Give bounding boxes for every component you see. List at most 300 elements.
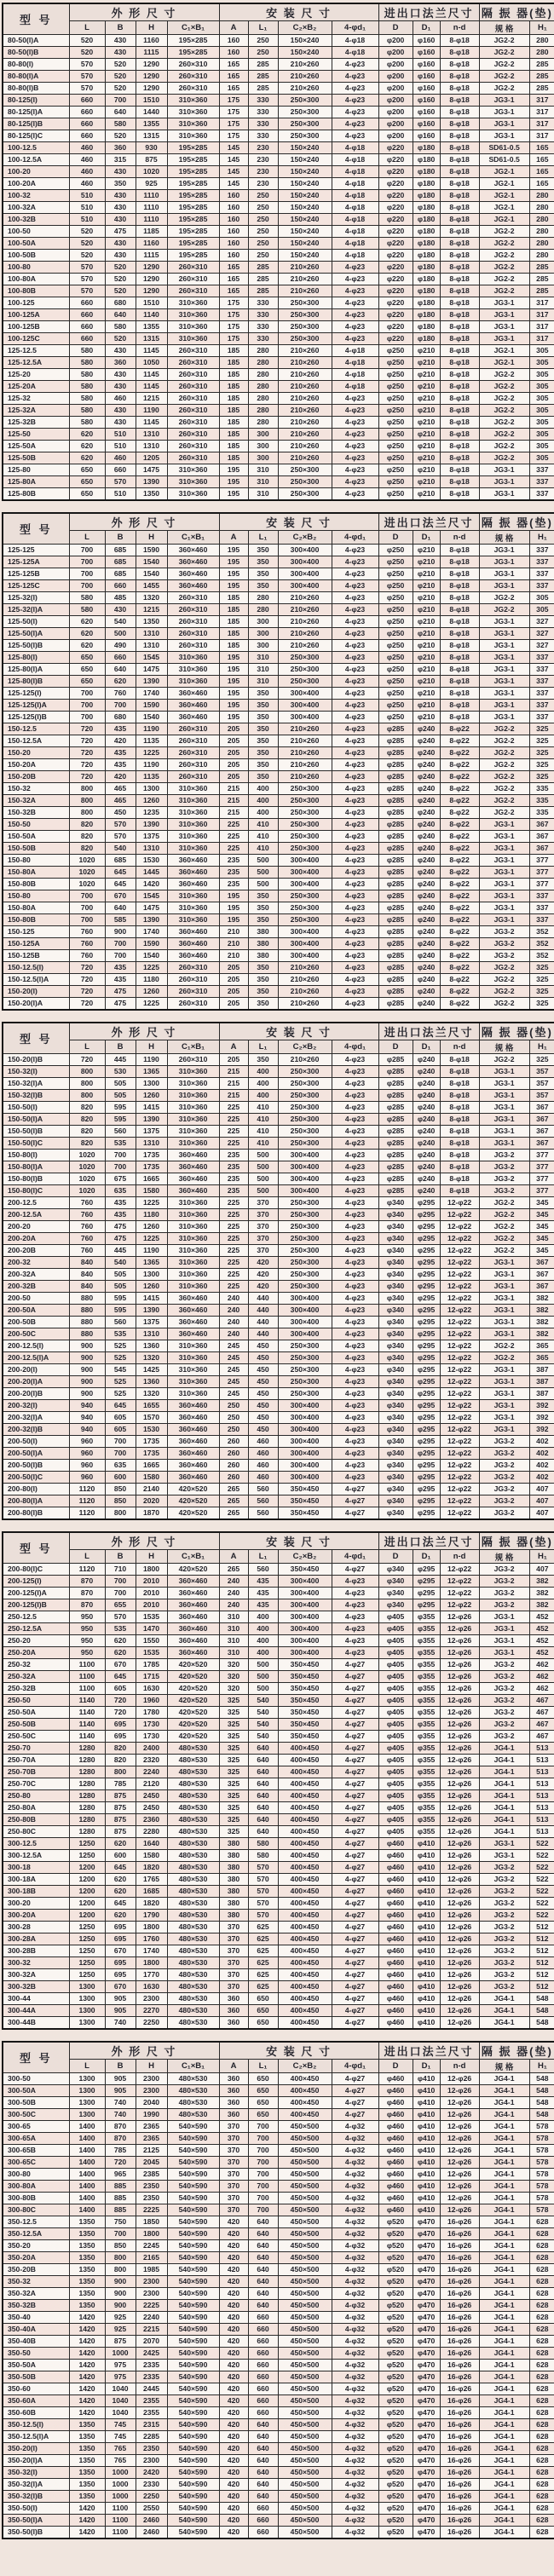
value-cell: 280 (529, 47, 554, 59)
value-cell: 285 (529, 274, 554, 285)
value-cell: 350 (248, 735, 278, 747)
model-cell: 150-80(I) (3, 1150, 69, 1161)
value-cell: 12-φ22 (440, 1305, 479, 1317)
col-header: 4-φd₁ (332, 531, 378, 545)
model-cell: 250-80 (3, 1790, 69, 1802)
value-cell: 760 (69, 1245, 105, 1257)
value-cell: φ405 (378, 1766, 413, 1778)
value-cell: 420 (219, 2276, 248, 2288)
value-cell: 360×460 (167, 1150, 219, 1161)
value-cell: 1440 (136, 107, 167, 118)
value-cell: JG4-1 (479, 1814, 529, 1826)
value-cell: 377 (529, 867, 554, 879)
table-row (3, 2419, 554, 2431)
value-cell: φ410 (413, 2204, 440, 2216)
value-cell: 660 (248, 2503, 278, 2515)
value-cell: 235 (219, 1173, 248, 1185)
value-cell: φ520 (378, 2383, 413, 2395)
value-cell: JG3-1 (479, 1090, 529, 1102)
model-cell: 200-32(I)A (3, 1412, 69, 1424)
value-cell: JG3-1 (479, 1066, 529, 1078)
value-cell: 605 (105, 1412, 136, 1424)
col-header: n-d (440, 21, 479, 35)
value-cell: 500 (248, 879, 278, 890)
value-cell: 300×400 (278, 556, 332, 568)
value-cell: 4-φ23 (332, 771, 378, 783)
value-cell: 800 (105, 1507, 136, 1520)
value-cell: 513 (529, 1743, 554, 1755)
value-cell: 145 (219, 178, 248, 190)
value-cell: 4-φ18 (332, 47, 378, 59)
value-cell: 628 (529, 2395, 554, 2407)
value-cell: 645 (105, 1898, 136, 1910)
value-cell: 210×260 (278, 747, 332, 759)
value-cell: 310×360 (167, 831, 219, 843)
value-cell: 640 (248, 2443, 278, 2455)
value-cell: 400 (248, 1623, 278, 1635)
value-cell: 367 (529, 1257, 554, 1269)
value-cell: φ340 (378, 1507, 413, 1520)
value-cell: 2010 (136, 1599, 167, 1611)
value-cell: φ240 (413, 1054, 440, 1066)
value-cell: 185 (219, 429, 248, 441)
value-cell: JG4-1 (479, 2479, 529, 2491)
value-cell: 280 (529, 250, 554, 262)
value-cell: 377 (529, 1173, 554, 1185)
value-cell: JG3-1 (479, 628, 529, 640)
value-cell: 12-φ22 (440, 1281, 479, 1293)
value-cell: 250×300 (278, 1221, 332, 1233)
value-cell: 640 (105, 309, 136, 321)
value-cell: φ295 (413, 1400, 440, 1412)
value-cell: 300×400 (278, 1293, 332, 1305)
model-cell: 200-32(I)B (3, 1424, 69, 1436)
value-cell: 310×360 (167, 902, 219, 914)
value-cell: 4-φ27 (332, 1707, 378, 1719)
value-cell: JG2-2 (479, 274, 529, 285)
value-cell: 4-φ27 (332, 1484, 378, 1495)
value-cell: 16-φ26 (440, 2300, 479, 2312)
value-cell: 760 (69, 950, 105, 962)
value-cell: 4-φ27 (332, 1495, 378, 1507)
value-cell: 1140 (69, 1719, 105, 1731)
model-cell: 125-80(I)B (3, 676, 69, 688)
value-cell: 310×360 (167, 297, 219, 309)
value-cell: 370 (248, 1221, 278, 1233)
table-row (3, 1719, 554, 1731)
table-row (3, 1269, 554, 1281)
table-row (3, 2431, 554, 2443)
value-cell: 480×530 (167, 1778, 219, 1790)
value-cell: 8-φ18 (440, 309, 479, 321)
value-cell: φ295 (413, 1221, 440, 1233)
value-cell: 570 (105, 476, 136, 488)
value-cell: 250×300 (278, 914, 332, 926)
value-cell: 4-φ27 (332, 2085, 378, 2097)
value-cell: 360×460 (167, 879, 219, 890)
value-cell: 1400 (69, 2133, 105, 2145)
value-cell: 625 (248, 1957, 278, 1969)
value-cell: 420 (219, 2431, 248, 2443)
value-cell: 360×460 (167, 1173, 219, 1185)
value-cell: 350 (248, 723, 278, 735)
value-cell: 16-φ26 (440, 2491, 479, 2503)
value-cell: 420 (219, 2515, 248, 2527)
value-cell: 4-φ18 (332, 154, 378, 166)
value-cell: φ470 (413, 2467, 440, 2479)
value-cell: 8-φ18 (440, 357, 479, 369)
table-row (3, 938, 554, 950)
model-cell: 150-80B (3, 879, 69, 890)
model-cell: 250-70C (3, 1778, 69, 1790)
group-header-1: 安 装 尺 寸 (219, 513, 378, 531)
value-cell: 620 (105, 1647, 136, 1659)
value-cell: 578 (529, 2193, 554, 2204)
value-cell: 300×400 (278, 1400, 332, 1412)
value-cell: 4-φ18 (332, 345, 378, 357)
table-row (3, 1635, 554, 1647)
value-cell: JG4-1 (479, 2419, 529, 2431)
value-cell: 1115 (136, 250, 167, 262)
value-cell: 402 (529, 1448, 554, 1460)
value-cell: φ295 (413, 1376, 440, 1388)
value-cell: JG3-1 (479, 616, 529, 628)
value-cell: 360×460 (167, 1599, 219, 1611)
value-cell: 4-φ27 (332, 1826, 378, 1838)
value-cell: 4-φ23 (332, 604, 378, 616)
value-cell: 1310 (136, 429, 167, 441)
value-cell: 540×590 (167, 2157, 219, 2169)
model-cell: 150-50B (3, 843, 69, 855)
value-cell: 1290 (136, 274, 167, 285)
table-row (3, 1802, 554, 1814)
value-cell: JG4-1 (479, 2085, 529, 2097)
table-row (3, 1886, 554, 1898)
value-cell: 1390 (136, 1114, 167, 1126)
value-cell: 660 (248, 2395, 278, 2407)
value-cell: φ210 (413, 604, 440, 616)
value-cell: 407 (529, 1484, 554, 1495)
value-cell: 225 (219, 1233, 248, 1245)
value-cell: φ210 (413, 452, 440, 464)
value-cell: 420 (248, 1269, 278, 1281)
value-cell: φ355 (413, 1671, 440, 1683)
value-cell: 12-φ26 (440, 1731, 479, 1743)
value-cell: 2350 (136, 2443, 167, 2455)
value-cell: 2460 (136, 2527, 167, 2539)
value-cell: φ180 (413, 321, 440, 333)
group-header-0: 外 形 尺 寸 (69, 1023, 219, 1040)
value-cell: φ250 (378, 652, 413, 664)
value-cell: 4-φ27 (332, 2017, 378, 2030)
value-cell: φ295 (413, 1412, 440, 1424)
value-cell: φ210 (413, 488, 440, 501)
value-cell: 210×260 (278, 83, 332, 95)
value-cell: 377 (529, 879, 554, 890)
value-cell: 2300 (136, 1993, 167, 2005)
value-cell: 462 (529, 1683, 554, 1695)
value-cell: 250×300 (278, 107, 332, 118)
value-cell: 670 (105, 890, 136, 902)
value-cell: 260×310 (167, 381, 219, 393)
value-cell: 205 (219, 771, 248, 783)
value-cell: 1140 (69, 1695, 105, 1707)
value-cell: 750 (105, 2216, 136, 2228)
value-cell: 540×590 (167, 2300, 219, 2312)
value-cell: 210×260 (278, 262, 332, 274)
value-cell: 210×260 (278, 640, 332, 652)
value-cell: 2335 (136, 2371, 167, 2383)
value-cell: 4-φ32 (332, 2348, 378, 2360)
value-cell: φ285 (378, 771, 413, 783)
value-cell: 1020 (69, 1185, 105, 1197)
value-cell: 1350 (69, 2491, 105, 2503)
value-cell: 250×300 (278, 130, 332, 142)
table-row (3, 962, 554, 974)
value-cell: 150×240 (278, 47, 332, 59)
value-cell: 430 (105, 190, 136, 202)
value-cell: φ200 (378, 107, 413, 118)
value-cell: JG4-1 (479, 2324, 529, 2336)
value-cell: φ240 (413, 974, 440, 986)
value-cell: 195×285 (167, 178, 219, 190)
value-cell: 1375 (136, 831, 167, 843)
value-cell: φ340 (378, 1424, 413, 1436)
value-cell: 420 (105, 735, 136, 747)
value-cell: 1315 (136, 130, 167, 142)
model-cell: 100-32B (3, 214, 69, 226)
value-cell: 195 (219, 676, 248, 688)
value-cell: 1765 (136, 1874, 167, 1886)
value-cell: 205 (219, 974, 248, 986)
col-header: 规 格 (479, 1040, 529, 1054)
value-cell: 420×520 (167, 1731, 219, 1743)
value-cell: 720 (69, 747, 105, 759)
value-cell: 12-φ26 (440, 2204, 479, 2216)
value-cell: 640 (248, 2431, 278, 2443)
value-cell: 12-φ26 (440, 1719, 479, 1731)
value-cell: 12-φ22 (440, 1293, 479, 1305)
value-cell: 8-φ22 (440, 950, 479, 962)
value-cell: 522 (529, 1874, 554, 1886)
model-cell: 200-50(I)C (3, 1472, 69, 1484)
value-cell: 250 (248, 238, 278, 250)
table-row (3, 1599, 554, 1611)
value-cell: 700 (69, 890, 105, 902)
value-cell: 435 (248, 1576, 278, 1588)
table-row (3, 855, 554, 867)
model-cell: 80-125(I)C (3, 130, 69, 142)
value-cell: 245 (219, 1376, 248, 1388)
value-cell: 625 (248, 1969, 278, 1981)
value-cell: 1310 (136, 843, 167, 855)
value-cell: 1235 (136, 807, 167, 819)
table-row (3, 1874, 554, 1886)
value-cell: φ285 (378, 1090, 413, 1102)
value-cell: φ355 (413, 1623, 440, 1635)
value-cell: 640 (248, 2479, 278, 2491)
value-cell: φ295 (413, 1317, 440, 1328)
value-cell: 540×590 (167, 2407, 219, 2419)
value-cell: JG3-2 (479, 1671, 529, 1683)
table-row (3, 1814, 554, 1826)
value-cell: 4-φ32 (332, 2252, 378, 2264)
value-cell: 195 (219, 580, 248, 592)
value-cell: 325 (219, 1731, 248, 1743)
value-cell: 8-φ18 (440, 202, 479, 214)
value-cell: 8-φ18 (440, 628, 479, 640)
value-cell: φ200 (378, 35, 413, 47)
model-cell: 300-18 (3, 1862, 69, 1874)
value-cell: 400×450 (278, 1802, 332, 1814)
value-cell: 540×590 (167, 2252, 219, 2264)
value-cell: 1415 (136, 1102, 167, 1114)
value-cell: 1020 (69, 879, 105, 890)
value-cell: JG4-1 (479, 2336, 529, 2348)
value-cell: 260×310 (167, 357, 219, 369)
value-cell: 265 (219, 1495, 248, 1507)
value-cell: 215 (219, 1090, 248, 1102)
value-cell: φ220 (378, 238, 413, 250)
model-cell: 200-50(I)B (3, 1460, 69, 1472)
value-cell: 660 (248, 2348, 278, 2360)
table-row (3, 1695, 554, 1707)
model-cell: 150-20A (3, 759, 69, 771)
col-header: L₁ (248, 2060, 278, 2073)
value-cell: 1280 (69, 1743, 105, 1755)
value-cell: 310×360 (167, 333, 219, 345)
value-cell: 650 (69, 664, 105, 676)
value-cell: φ410 (413, 2193, 440, 2204)
value-cell: 540 (105, 1257, 136, 1269)
value-cell: φ240 (413, 723, 440, 735)
value-cell: JG4-1 (479, 2395, 529, 2407)
value-cell: 2385 (136, 2169, 167, 2181)
value-cell: 260×310 (167, 405, 219, 417)
value-cell: 165 (529, 178, 554, 190)
value-cell: 410 (248, 819, 278, 831)
table-row (3, 476, 554, 488)
value-cell: 305 (529, 381, 554, 393)
model-cell: 150-12.5(I) (3, 962, 69, 974)
value-cell: 1320 (136, 1352, 167, 1364)
value-cell: 420 (219, 2336, 248, 2348)
value-cell: 4-φ27 (332, 1778, 378, 1790)
value-cell: 640 (248, 2240, 278, 2252)
value-cell: 205 (219, 998, 248, 1011)
model-cell: 350-50A (3, 2360, 69, 2371)
value-cell: JG4-1 (479, 2264, 529, 2276)
model-cell: 150-12.5(I)A (3, 974, 69, 986)
value-cell: 245 (219, 1352, 248, 1364)
col-header: H (136, 531, 167, 545)
value-cell: 628 (529, 2252, 554, 2264)
value-cell: 310×360 (167, 118, 219, 130)
value-cell: 420 (219, 2252, 248, 2264)
table-row (3, 309, 554, 321)
value-cell: 8-φ18 (440, 452, 479, 464)
value-cell: 540×590 (167, 2133, 219, 2145)
value-cell: 4-φ23 (332, 1173, 378, 1185)
value-cell: 900 (105, 2276, 136, 2288)
value-cell: 4-φ32 (332, 2360, 378, 2371)
value-cell: 420×520 (167, 1671, 219, 1683)
value-cell: 410 (248, 843, 278, 855)
value-cell: φ470 (413, 2240, 440, 2252)
value-cell: 1215 (136, 604, 167, 616)
model-cell: 150-32B (3, 807, 69, 819)
value-cell: 420 (219, 2240, 248, 2252)
value-cell: 310 (248, 676, 278, 688)
value-cell: 460 (69, 178, 105, 190)
value-cell: 300×400 (278, 568, 332, 580)
value-cell: 4-φ23 (332, 962, 378, 974)
value-cell: 4-φ23 (332, 926, 378, 938)
table-row (3, 2145, 554, 2157)
value-cell: JG3-1 (479, 1376, 529, 1388)
value-cell: 285 (248, 59, 278, 71)
value-cell: 420 (219, 2491, 248, 2503)
value-cell: 900 (69, 1340, 105, 1352)
value-cell: φ470 (413, 2395, 440, 2407)
table-row (3, 2181, 554, 2193)
value-cell: 4-φ23 (332, 1221, 378, 1233)
value-cell: JG4-1 (479, 2109, 529, 2121)
value-cell: 1715 (136, 1671, 167, 1683)
value-cell: φ460 (378, 1838, 413, 1850)
group-header-0: 外 形 尺 寸 (69, 3, 219, 21)
value-cell: 580 (69, 369, 105, 381)
value-cell: 160 (219, 214, 248, 226)
model-cell: 200-50C (3, 1328, 69, 1340)
value-cell: 165 (219, 83, 248, 95)
value-cell: 310×360 (167, 1102, 219, 1114)
value-cell: 8-φ18 (440, 1161, 479, 1173)
model-cell: 300-18A (3, 1874, 69, 1886)
value-cell: 1400 (69, 2181, 105, 2193)
value-cell: JG3-1 (479, 1412, 529, 1424)
value-cell: 210×260 (278, 71, 332, 83)
value-cell: φ250 (378, 464, 413, 476)
value-cell: 4-φ23 (332, 795, 378, 807)
value-cell: φ240 (413, 1066, 440, 1078)
col-header: H (136, 1550, 167, 1564)
value-cell: 540×590 (167, 2348, 219, 2360)
value-cell: JG3-1 (479, 831, 529, 843)
value-cell: 4-φ23 (332, 1102, 378, 1114)
value-cell: 628 (529, 2276, 554, 2288)
value-cell: φ410 (413, 1933, 440, 1945)
model-cell: 300-80 (3, 2169, 69, 2181)
value-cell: 370 (248, 1197, 278, 1209)
value-cell: 8-φ18 (440, 592, 479, 604)
value-cell: 360×460 (167, 1623, 219, 1635)
value-cell: JG3-1 (479, 321, 529, 333)
model-cell: 300-32A (3, 1969, 69, 1981)
value-cell: JG3-1 (479, 819, 529, 831)
value-cell: 880 (69, 1328, 105, 1340)
value-cell: 2240 (136, 2312, 167, 2324)
value-cell: φ340 (378, 1388, 413, 1400)
value-cell: 310×360 (167, 1114, 219, 1126)
value-cell: 335 (529, 807, 554, 819)
value-cell: φ460 (378, 1910, 413, 1922)
value-cell: JG3-2 (479, 1659, 529, 1671)
value-cell: φ180 (413, 226, 440, 238)
value-cell: 628 (529, 2228, 554, 2240)
value-cell: JG4-1 (479, 2503, 529, 2515)
value-cell: 1390 (136, 914, 167, 926)
